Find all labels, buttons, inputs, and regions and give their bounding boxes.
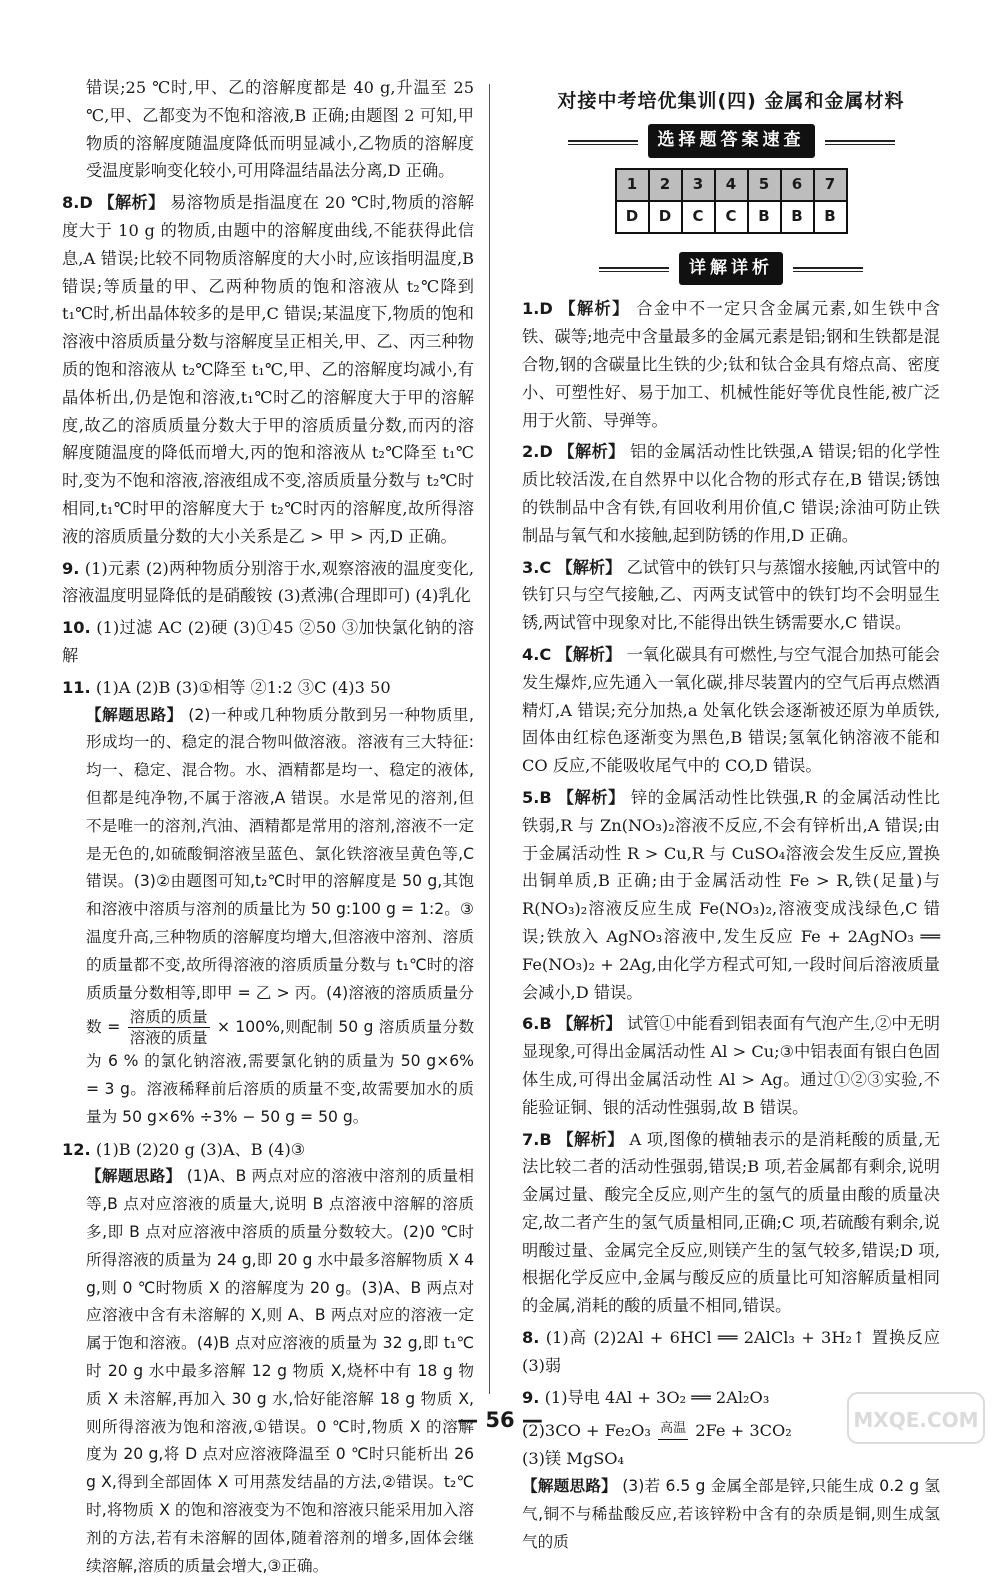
r-q7-text: A 项,图像的横轴表示的是消耗酸的质量,无法比较二者的活动性强弱,错误;B 项,若金属都有剩余,说明金属过量、酸完全反应,则产生的氢气的质量由酸的质量决定,故二者产生的氢气质量相同,正确;C 项,若硫酸有剩余,说明酸过量、金属完全反应,则镁产生的氢气较多,错误;D 项,根据化学反应中,金属与酸反应的质量比可知溶解质量相同的金属,消耗的酸的质量不相同,错误。 [522, 1129, 941, 1316]
r-q7 [522, 1126, 940, 1321]
fraction-numerator: 溶质的质量 [129, 1008, 208, 1027]
q8-number: 8.D [62, 193, 93, 213]
answer-value: C [682, 201, 715, 233]
q8-answer [62, 189, 474, 550]
q12-text: (1)B (2)20 g (3)A、B (4)③ [95, 1139, 306, 1159]
r-q2 [522, 438, 940, 549]
answer-value: C [715, 201, 748, 233]
q11-think-text: (2)一种或几种物质分散到另一种物质里,形成均一的、稳定的混合物叫做溶液。溶液有三大特征:均一、稳定、混合物。水、酒精都是均一、稳定的液体,但都是纯净物,不属于溶液,A 错误。水是常见的溶剂,但不是唯一的溶剂,汽油、酒精都是常用的溶剂,溶液不一定是无色的,如硫酸铜溶液呈蓝色、氯化铁溶液呈黄色等,C 错误。(3)②由题图可知,t₂℃时甲的溶解度是 50 g,其饱和溶液中溶质与溶剂的质量比为 50 g:100 g = 1:2。③温度升高,三种物质的溶解度均增大,但溶液中溶剂、溶质的质量都不变,故所得溶液的溶质质量分数与 t₁℃时的溶质质量分数相等,即甲 = 乙 > 丙。(4)溶液的溶质质量分数 = [86, 705, 474, 1037]
r-q5 [522, 784, 940, 1006]
banner-label: 选择题答案速查 [648, 124, 815, 158]
r-q5-text: 锌的金属活动性比铁强,R 的金属活动性比铁弱,R 与 Zn(NO₃)₂溶液不反应,不会有锌析出,A 错误;由于金属活动性 R > Cu,R 与 CuSO₄溶液会发生反应,置换出铜单质,B 正确;由于金属活动性 Fe > R,铁(足量)与 R(NO₃)₂溶液反应生成 Fe(NO₃)₂,溶液变成浅绿色,C 错误;铁放入 AgNO₃溶液中,发生反应 Fe + 2AgNO₃ ══ Fe(NO₃)₂ + 2Ag,由化学方程式可知,一段时间后溶液质量会减小,D 错误。 [522, 787, 940, 1002]
q12-think [62, 1163, 474, 1580]
fraction-denominator: 溶液的质量 [129, 1029, 208, 1048]
q11-answer [62, 674, 474, 702]
r-q3-text: 乙试管中的铁钉只与蒸馏水接触,丙试管中的铁钉只与空气接触,乙、丙两支试管中的铁钉均不会明显生锈,两试管中现象对比,不能得出铁生锈需要水,C 错误。 [522, 557, 940, 633]
answer-value: D [649, 201, 682, 233]
r-q3 [522, 554, 940, 637]
r-q4-number: 4.C [522, 644, 552, 664]
condition-spacer [658, 1440, 688, 1444]
r-q7-number: 7.B [522, 1129, 552, 1149]
r-q9-think [522, 1473, 940, 1556]
left-column [62, 74, 474, 1580]
r-q9-think-tag: 【解题思路】 [522, 1477, 617, 1496]
q9-text: (1)元素 (2)两种物质分别溶于水,观察溶液的温度变化,溶液温度明显降低的是硝酸铵 (3)煮沸(合理即可) (4)乳化 [62, 558, 474, 606]
answer-number: 5 [748, 169, 781, 201]
answer-value: B [748, 201, 781, 233]
answer-banner [522, 124, 940, 158]
r-q6-number: 6.B [522, 1014, 552, 1034]
right-column [522, 74, 940, 1556]
answer-number-row [616, 169, 847, 201]
q8-tag: 【解析】 [98, 193, 165, 213]
r-q8 [522, 1324, 940, 1380]
answer-number: 7 [814, 169, 847, 201]
r-q4 [522, 641, 940, 780]
r-q3-number: 3.C [522, 557, 552, 577]
answer-table [615, 168, 848, 234]
r-q6-text: 试管①中能看到铝表面有气泡产生,②中无明显现象,可得出金属活动性 Al > Cu;③中铝表面有银白色固体生成,可得出金属活动性 Al > Ag。通过①②③实验,不能验证铜、银的活动性强弱,故 B 错误。 [522, 1014, 940, 1117]
r-q6-tag: 【解析】 [556, 1014, 622, 1034]
banner-rule-left [568, 140, 638, 142]
q12-number: 12. [62, 1139, 91, 1159]
r-q6 [522, 1010, 940, 1121]
answer-number: 6 [781, 169, 814, 201]
q10-number: 10. [62, 618, 91, 638]
q8-text: 易溶物质是指温度在 20 ℃时,物质的溶解度大于 10 g 的物质,由题中的溶解度曲线,不能获得此信息,A 错误;比较不同物质溶解度的大小时,应该指明温度,B 错误;等质量的甲、乙两种物质的饱和溶液从 t₂℃降到 t₁℃时,析出晶体较多的是甲,C 错误;某温度下,物质的饱和溶液中溶质质量分数与溶解度呈正相关,甲、乙、丙三种物质的饱和溶液从 t₂℃降至 t₁℃,甲、乙的溶解度均减小,有晶体析出,仍是饱和溶液,t₁℃时乙的溶解度大于甲的溶解度,故乙的溶质质量分数大于甲的溶质质量分数,而丙的溶解度随温度的降低而增大,丙的饱和溶液从 t₂℃降至 t₁℃时,变为不饱和溶液,溶液组成不变,溶质质量分数与 t₂℃时相同,t₁℃时甲的溶解度大于 t₂℃时丙的溶解度,故所得溶液的溶质质量分数的大小关系是乙 > 甲 > 丙,D 正确。 [62, 193, 474, 546]
r-q8-text: (1)高 (2)2Al + 6HCl ══ 2AlCl₃ + 3H₂↑ 置换反应 (3)弱 [522, 1328, 940, 1375]
answer-number: 4 [715, 169, 748, 201]
r-q1 [522, 295, 940, 434]
section-title: 对接中考培优集训(四) 金属和金属材料 [557, 90, 905, 112]
banner-rule-right [793, 267, 863, 269]
answer-number: 2 [649, 169, 682, 201]
r-q9-line2-pre: (2)3CO + Fe₂O₃ [522, 1421, 651, 1441]
banner-label: 详解详析 [679, 252, 783, 286]
continued-text: 错误;25 ℃时,甲、乙的溶解度都是 40 g,升温至 25 ℃,甲、乙都变为不饱和溶液,B 正确;由题图 2 可知,甲物质的溶解度随温度降低而明显减小,乙物质的溶解度受温度影响变化较小,可用降温结晶法分离,D 正确。 [86, 78, 474, 181]
r-q2-tag: 【解析】 [558, 442, 625, 462]
r-q4-text: 一氧化碳具有可燃性,与空气混合加热可能会发生爆炸,应先通入一氧化碳,排尽装置内的空气后再点燃酒精灯,A 错误;充分加热,a 处氧化铁会逐渐被还原为单质铁,固体由红棕色逐渐变为黑色,B 错误;氢氧化钠溶液不能和 CO 反应,不能吸收尾气中的 CO,D 错误。 [522, 644, 940, 776]
r-q7-tag: 【解析】 [557, 1129, 624, 1149]
r-q3-tag: 【解析】 [556, 557, 622, 577]
r-q1-number: 1.D [522, 299, 553, 319]
column-divider [489, 84, 490, 1394]
banner-rule-left [599, 267, 669, 269]
q11-text: (1)A (2)B (3)①相等 ②1:2 ③C (4)3 50 [95, 677, 391, 697]
q11-number: 11. [62, 677, 91, 697]
q9-answer [62, 555, 474, 611]
q11-think-text-2: × 100%,则配制 50 g 溶质质量分数为 6 % 的氯化钠溶液,需要氯化钠的质量为 50 g×6% = 3 g。溶液稀释前后溶质的质量不变,故需要加水的质量为 50 g×6% ÷3% − 50 g = 50 g。 [86, 1018, 474, 1126]
r-q2-text: 铝的金属活动性比铁强,A 错误;铝的化学性质比较活泼,在自然界中以化合物的形式存在,B 错误;锈蚀的铁制品中含有铁,有回收利用价值,C 错误;涂油可防止铁制品与氧气和水接触,起到防锈的作用,D 正确。 [522, 442, 940, 545]
q12-think-tag: 【解题思路】 [86, 1167, 182, 1186]
answer-value: B [781, 201, 814, 233]
q10-text: (1)过滤 AC (2)硬 (3)①45 ②50 ③加快氯化钠的溶解 [62, 618, 474, 665]
q11-think-tag: 【解题思路】 [86, 705, 183, 724]
answer-value: B [814, 201, 847, 233]
answer-value-row [616, 201, 847, 233]
r-q4-tag: 【解析】 [556, 644, 622, 664]
answer-number: 3 [682, 169, 715, 201]
r-q2-number: 2.D [522, 442, 553, 462]
q9-number: 9. [62, 558, 80, 578]
answer-number: 1 [616, 169, 649, 201]
answer-value: D [616, 201, 649, 233]
r-q8-number: 8. [522, 1328, 540, 1348]
r-q5-number: 5.B [522, 787, 552, 807]
watermark-logo [846, 1391, 986, 1445]
mass-fraction-formula [128, 1007, 210, 1048]
banner-rule-right [825, 140, 895, 142]
r-q5-tag: 【解析】 [557, 787, 626, 807]
page-number: — 56 — [457, 1408, 543, 1432]
q12-answer [62, 1136, 474, 1164]
r-q9-line1: (1)导电 4Al + 3O₂ ══ 2Al₂O₃ [544, 1387, 770, 1407]
r-q9-number: 9. [522, 1387, 540, 1407]
r-q1-text: 合金中不一定只含金属元素,如生铁中含铁、碳等;地壳中含量最多的金属元素是铝;钢和生铁都是混合物,钢的含碳量比生铁的少;钛和钛合金具有熔点高、密度小、可塑性好、易于加工、机械性能好等优良性能,被广泛用于火箭、导弹等。 [522, 299, 940, 430]
condition-label: 高温 [658, 1419, 688, 1440]
r-q1-tag: 【解析】 [559, 299, 630, 319]
r-q9-line2-post: 2Fe + 3CO₂ [695, 1421, 792, 1441]
explanation-banner [522, 252, 940, 286]
q10-answer [62, 614, 474, 670]
watermark-text: MXQE.COM [853, 1408, 979, 1432]
q12-think-text: (1)A、B 两点对应的溶液中溶剂的质量相等,B 点对应溶液的质量大,说明 B 点溶液中溶解的溶质多,即 B 点对应溶液中溶质的质量分数较大。(2)0 ℃时所得溶液的质量为 24 g,即 20 g 水中最多溶解物质 X 4 g,则 0 ℃时物质 X 的溶解度为 20 g。(3)A、B 两点对应溶液中含有未溶解的 X,则 A、B 两点对应的溶液一定属于饱和溶液。(4)B 点对应溶液的质量为 32 g,即 t₁℃时 20 g 水中最多溶解 12 g 物质 X,烧杯中有 18 g 物质 X 未溶解,再加入 30 g 水,恰好能溶解 18 g 物质 X,则所得溶液为饱和溶液,①错误。0 ℃时,物质 X 的溶解度为 20 g,将 D 点对应溶液降温至 0 ℃时只能析出 26 g X,得到全部固体 X 可用蒸发结晶的方法,②错误。t₂℃时,将物质 X 的饱和溶液变为不饱和溶液只能采用加入溶剂的方法,若有未溶解的固体,随着溶剂的增多,固体会继续溶解,溶质的质量会增大,③正确。 [86, 1167, 474, 1575]
r-q9-line3: (3)镁 MgSO₄ [522, 1449, 625, 1469]
q11-think [62, 702, 474, 1132]
r-q9-think-text: (3)若 6.5 g 金属全部是锌,只能生成 0.2 g 氢气,铜不与稀盐酸反应,若该锌粉中含有的杂质是铜,则生成氢气的质 [522, 1477, 940, 1551]
